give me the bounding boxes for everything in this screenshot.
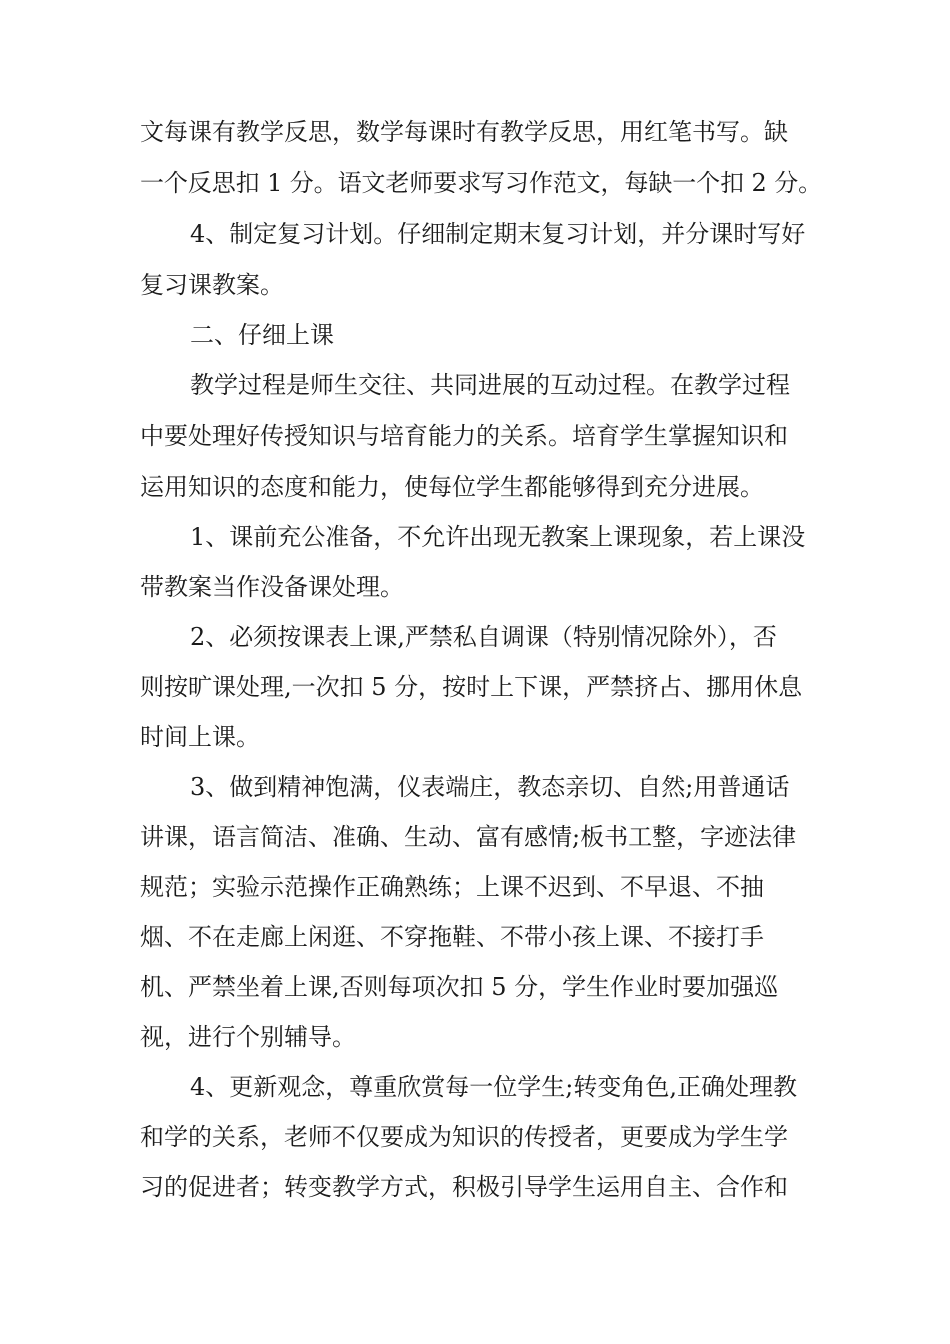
text-line: 教学过程是师生交往、共同进展的互动过程。在教学过程 bbox=[190, 371, 790, 399]
text-line: 2、必须按课表上课,严禁私自调课（特别情况除外），否 bbox=[190, 623, 777, 651]
text-line: 则按旷课处理,一次扣 5 分，按时上下课，严禁挤占、挪用休息 bbox=[140, 673, 803, 701]
text-line: 时间上课。 bbox=[140, 723, 260, 751]
text-line: 4、更新观念，尊重欣赏每一位学生;转变角色,正确处理教 bbox=[190, 1073, 797, 1101]
text-line: 运用知识的态度和能力，使每位学生都能够得到充分进展。 bbox=[140, 473, 764, 501]
section-heading: 二、仔细上课 bbox=[190, 321, 334, 349]
text-line: 和学的关系，老师不仅要成为知识的传授者，更要成为学生学 bbox=[140, 1123, 788, 1151]
text-line: 4、制定复习计划。仔细制定期末复习计划，并分课时写好 bbox=[190, 220, 806, 248]
text-line: 中要处理好传授知识与培育能力的关系。培育学生掌握知识和 bbox=[140, 422, 788, 450]
text-line: 3、做到精神饱满，仪表端庄，教态亲切、自然;用普通话 bbox=[190, 773, 790, 801]
text-line: 复习课教案。 bbox=[140, 271, 284, 299]
text-line: 机、严禁坐着上课,否则每项次扣 5 分，学生作业时要加强巡 bbox=[140, 973, 779, 1001]
text-line: 规范；实验示范操作正确熟练；上课不迟到、不早退、不抽 bbox=[140, 873, 764, 901]
text-line: 一个反思扣 1 分。语文老师要求写习作范文，每缺一个扣 2 分。 bbox=[140, 169, 823, 197]
text-line: 烟、不在走廊上闲逛、不穿拖鞋、不带小孩上课、不接打手 bbox=[140, 923, 764, 951]
text-line: 带教案当作没备课处理。 bbox=[140, 573, 404, 601]
text-line: 文每课有教学反思，数学每课时有教学反思，用红笔书写。缺 bbox=[140, 118, 788, 146]
text-line: 1、课前充公准备，不允许出现无教案上课现象，若上课没 bbox=[190, 523, 806, 551]
text-line: 讲课，语言简洁、准确、生动、富有感情;板书工整，字迹法律 bbox=[140, 823, 797, 851]
text-line: 习的促进者；转变教学方式，积极引导学生运用自主、合作和 bbox=[140, 1173, 788, 1201]
text-line: 视，进行个别辅导。 bbox=[140, 1023, 356, 1051]
